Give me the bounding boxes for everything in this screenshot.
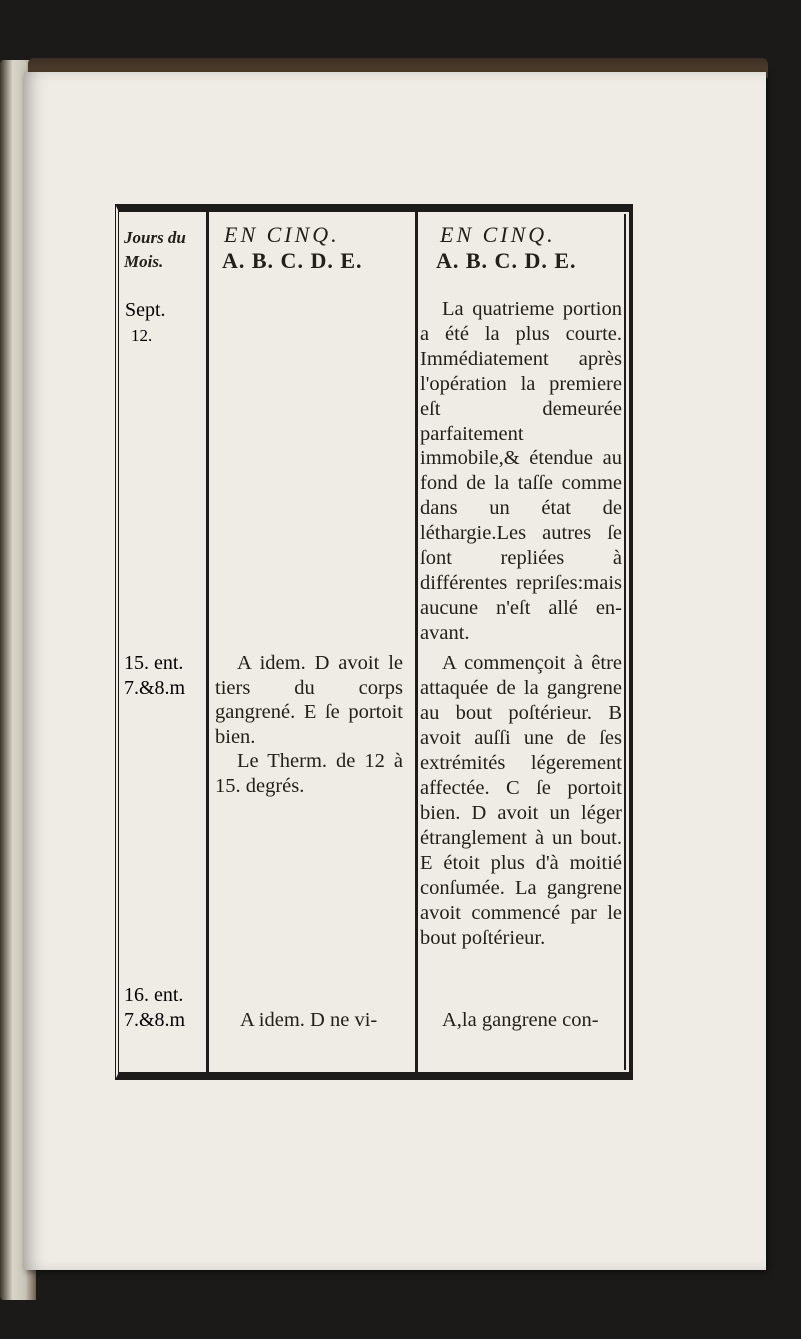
row1-date (125, 298, 166, 348)
row3-col3-text (442, 1008, 622, 1033)
row3-col3-paragraph: A,la gangrene con- (442, 1009, 599, 1031)
row2-date-line2: 7.&8.m (124, 677, 186, 699)
header-jours-line2: Mois. (124, 252, 164, 271)
row2-col3-paragraph: A commençoit à être attaquée de la gangrene au bout poſtérieur. B avoit auſſi une de ſes extrémités légerement affectée. C ſe portoit bien. D avoit un léger étranglement à un bout. E étoit plus d'à moitié conſumée. La gangrene avoit commencé par le bout poſtérieur. (420, 652, 622, 949)
header-col3-en-cinq: EN CINQ. (440, 222, 556, 247)
row2-col2-paragraph2: Le Therm. de 12 à 15. degrés. (215, 750, 403, 797)
header-jours-du-mois (124, 226, 186, 274)
row1-col3-paragraph: La quatrieme portion a été la plus courte. Immédiatement après l'opération la premiere eſt demeurée parfaitement immobile,& étendue au fond de la taſſe comme dans un état de léthargie.Les autres ſe ſont repliées à différentes repriſes:mais aucune n'eſt allé en-avant. (420, 298, 622, 644)
row1-col3-text (420, 297, 622, 646)
column-divider-1 (206, 212, 209, 1072)
header-col2-letters: A. B. C. D. E. (222, 248, 363, 273)
header-col3-letters: A. B. C. D. E. (436, 248, 577, 273)
row1-date-line1: Sept. (125, 299, 166, 321)
row3-col2-paragraph: A idem. D ne vi- (240, 1009, 378, 1031)
header-jours-line1: Jours du (124, 228, 186, 247)
row2-col2-paragraph1: A idem. D avoit le tiers du corps gangrené. E ſe portoit bien. (215, 652, 403, 748)
row3-date-line2: 7.&8.m (124, 1009, 186, 1031)
row1-date-line2: 12. (131, 326, 153, 345)
header-col2-en-cinq: EN CINQ. (224, 222, 340, 247)
row3-date (124, 983, 185, 1033)
row3-date-line1: 16. ent. (124, 984, 184, 1006)
row2-date (124, 651, 185, 701)
row2-col2-text (215, 651, 403, 798)
row2-date-line1: 15. ent. (124, 652, 184, 674)
column-divider-2 (415, 212, 418, 1072)
row2-col3-text (420, 651, 622, 951)
row3-col2-text (240, 1008, 410, 1033)
